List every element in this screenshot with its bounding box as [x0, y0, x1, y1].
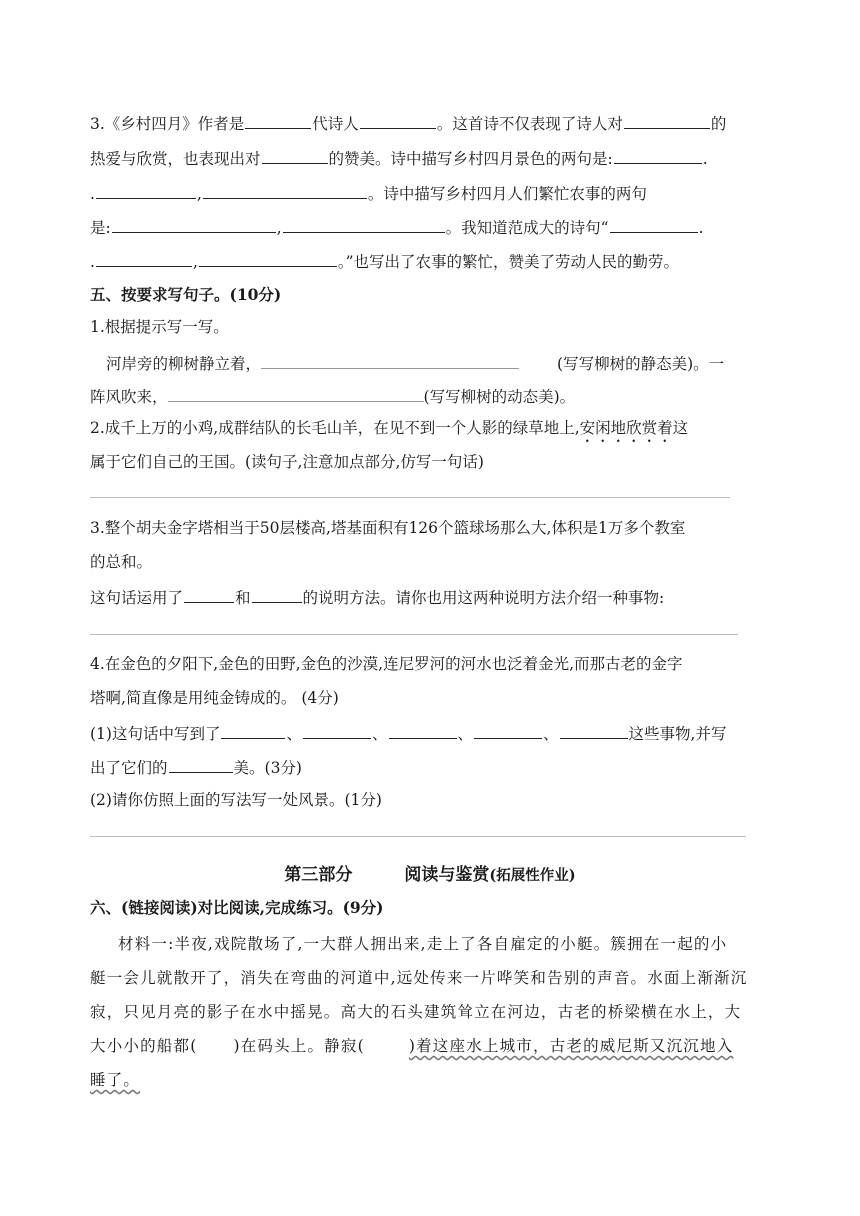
s5-q4-line-2: 塔啊,简直像是用纯金铸成的。 (4分) [90, 689, 339, 707]
q3-text: 是: [90, 219, 111, 237]
q3-line-1 [90, 112, 726, 134]
q3-text: 。”也写出了农事的繁忙，赞美了劳动人民的勤劳。 [337, 253, 680, 271]
s5-text: (写写柳树的动态美)。 [423, 388, 576, 406]
material-text: 大小小的船都( [90, 1037, 198, 1055]
separator: 、 [286, 725, 302, 743]
part-3-heading [0, 860, 860, 885]
answer-blank[interactable] [303, 722, 371, 739]
q3-text: 热爱与欣赏，也表现出对 [90, 150, 261, 168]
answer-blank[interactable] [360, 112, 436, 129]
answer-blank[interactable] [262, 147, 328, 164]
q3-text: 。这首诗不仅表现了诗人对 [436, 115, 623, 133]
emphasis-text: 安闲地欣赏着 [579, 419, 673, 437]
s5-q4-part-1 [90, 722, 726, 744]
material-1-line-3: 寂，只见月亮的影子在水中摇晃。高大的石头建筑耸立在河边，古老的桥梁横在水上，大 [90, 1003, 742, 1021]
underlined-text: 睡了。 [90, 1071, 141, 1089]
part-3-subtitle: 阅读与鉴赏 [404, 865, 490, 885]
answer-blank[interactable] [610, 216, 698, 233]
s5-q2-line-2: 属于它们自己的王国。(读句子,注意加点部分,仿写一句话) [90, 453, 484, 471]
q3-text: . [90, 185, 95, 203]
s5-text: 和 [235, 589, 251, 607]
q3-text: 代诗人 [312, 115, 359, 133]
s5-text: 这些事物,并写 [628, 725, 727, 743]
q3-line-2 [90, 147, 708, 169]
answer-line[interactable] [90, 497, 730, 498]
material-text: )在码头上。静寂( [233, 1037, 365, 1055]
q3-text: 的 [710, 115, 727, 133]
answer-blank[interactable] [560, 722, 628, 739]
q3-line-3 [90, 182, 647, 204]
material-1-line-4 [90, 1036, 733, 1056]
material-1-line-5 [90, 1070, 140, 1090]
s5-text: 的说明方法。请你也用这两种说明方法介绍一种事物: [302, 589, 665, 607]
s5-q2-line-1 [90, 418, 688, 446]
s5-q1-line-1 [106, 352, 724, 374]
answer-blank[interactable] [168, 385, 424, 402]
q3-text: 的赞美。诗中描写乡村四月景色的两句是: [328, 150, 613, 168]
answer-blank[interactable] [96, 182, 196, 199]
answer-blank[interactable] [252, 586, 302, 603]
answer-blank[interactable] [203, 182, 367, 199]
s5-q3-line-2: 的总和。 [90, 553, 153, 571]
separator: 、 [371, 725, 388, 743]
s5-text: (写写柳树的静态美)。一 [557, 355, 725, 373]
s5-q1-title: 1.根据提示写一写。 [90, 318, 229, 336]
material-1-line-2: 艇一会儿就散开了，消失在弯曲的河道中,远处传来一片哗笑和告别的声音。水面上渐渐沉 [90, 969, 748, 987]
q3-text: 。我知道范成大的诗句“ [445, 219, 609, 237]
answer-blank[interactable] [199, 250, 337, 267]
s5-text: (1)这句话中写到了 [90, 725, 221, 743]
s5-text: 河岸旁的柳树静立着， [106, 355, 262, 373]
q3-line-4 [90, 216, 704, 238]
q3-text: . [702, 150, 708, 168]
q3-text: . [698, 219, 704, 237]
q3-text: , [196, 185, 202, 203]
q3-text: 。诗中描写乡村四月人们繁忙农事的两句 [367, 185, 647, 203]
answer-blank[interactable] [389, 722, 457, 739]
q3-text: 3.《乡村四月》作者是 [90, 115, 245, 133]
section-5-title: 五、按要求写句子。(10分) [90, 285, 282, 304]
s5-q1-line-2 [90, 385, 575, 407]
answer-line[interactable] [90, 836, 746, 837]
s5-q4-line-1: 4.在金色的夕阳下,金色的田野,金色的沙漠,连尼罗河的河水也泛着金光,而那古老的金字 [90, 655, 683, 673]
q3-text: , [276, 219, 282, 237]
s5-text: 2.成千上万的小鸡,成群结队的长毛山羊，在见不到一个人影的绿草地上, [90, 419, 580, 437]
s5-q4-part-1b [90, 756, 302, 778]
s5-q3-line-3 [90, 586, 664, 608]
answer-blank[interactable] [169, 756, 233, 773]
answer-blank[interactable] [614, 147, 702, 164]
s5-text: 阵风吹来， [90, 388, 168, 406]
part-3-title: 第三部分 [284, 865, 353, 885]
underlined-text: )着这座水上城市，古老的威尼斯又沉沉地入 [408, 1037, 734, 1055]
s5-text: 美。(3分) [233, 759, 302, 777]
answer-blank[interactable] [261, 352, 519, 369]
s5-text: 出了它们的 [90, 759, 168, 777]
s5-text: 这句话运用了 [90, 589, 184, 607]
answer-blank[interactable] [96, 250, 192, 267]
q3-text: . [90, 253, 95, 271]
section-6-title: 六、(链接阅读)对比阅读,完成练习。(9分) [90, 898, 384, 917]
material-1-line-1: 材料一:半夜,戏院散场了,一大群人拥出来,走上了各自雇定的小艇。簇拥在一起的小 [118, 935, 728, 953]
answer-line[interactable] [90, 634, 738, 635]
q3-line-5 [90, 250, 679, 272]
s5-q3-line-1: 3.整个胡夫金字塔相当于50层楼高,塔基面积有126个篮球场那么大,体积是1万多个教室 [90, 519, 686, 537]
answer-blank[interactable] [283, 216, 445, 233]
q3-text: , [192, 253, 198, 271]
answer-blank[interactable] [112, 216, 276, 233]
separator: 、 [457, 725, 474, 743]
s5-text: 这 [672, 419, 689, 437]
answer-blank[interactable] [221, 722, 285, 739]
answer-blank[interactable] [624, 112, 710, 129]
separator: 、 [543, 725, 559, 743]
answer-blank[interactable] [184, 586, 234, 603]
answer-blank[interactable] [245, 112, 311, 129]
s5-q4-part-2: (2)请你仿照上面的写法写一处风景。(1分) [90, 791, 382, 809]
part-3-note: (拓展性作业) [489, 867, 576, 884]
answer-blank[interactable] [474, 722, 542, 739]
